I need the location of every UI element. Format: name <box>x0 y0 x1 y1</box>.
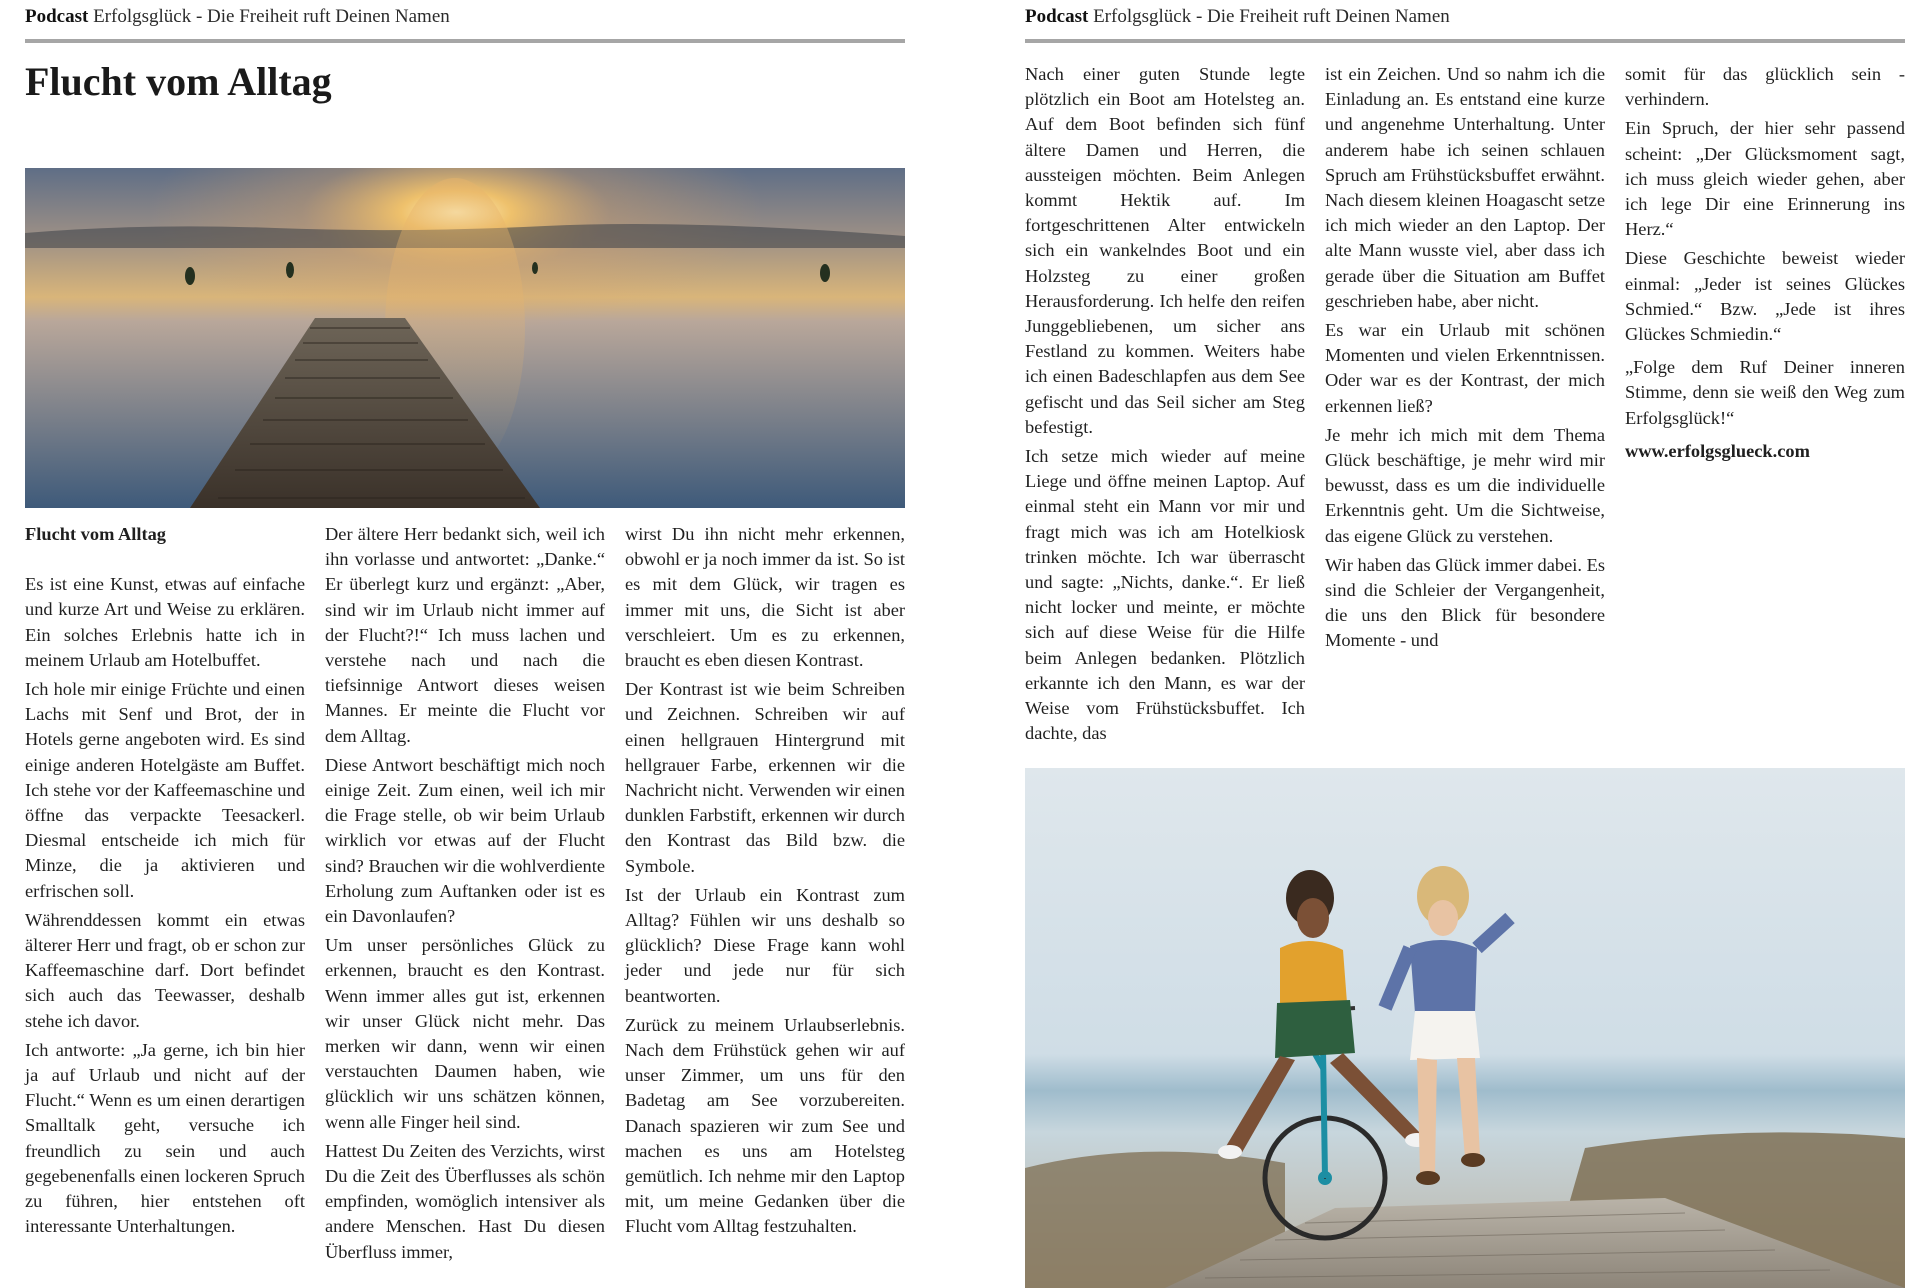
header-rule <box>25 39 905 43</box>
paragraph: Diese Antwort beschäftigt mich noch einige Zeit. Zum einen, weil ich mir die Frage stelle, ob wir beim Urlaub wirklich vor etwas auf der Flucht sind? Brauchen wir die wohlverdiente Erholung zum Auftanken oder ist es ein Davonlaufen? <box>325 754 605 927</box>
paragraph: Je mehr ich mich mit dem Thema Glück beschäftige, je mehr wird mir bewusst, dass es um die individuelle Erkenntnis geht. Um die Sichtweise, das eigene Glück zu verstehen. <box>1325 424 1605 546</box>
running-head-podcast: Podcast <box>1025 6 1089 27</box>
paragraph: Der Kontrast ist wie beim Schreiben und Zeichnen. Schreiben wir auf einen hellgrauen Hintergrund mit hellgrauer Farbe, erkennen wir die Nachricht nicht. Verwenden wir einen dunklen Farbstift, erkennen wir durch den Kontrast das Bild bzw. die Symbole. <box>625 679 905 876</box>
paragraph: Ich setze mich wieder auf meine Liege und öffne meinen Laptop. Auf einmal steht ein Mann vor mir und fragt mich was ich am Hotelkiosk trinken möchte. Ich war überrascht und sagte: „Nichts, danke.“. Er ließ nicht locker und meinte, er möchte sich auf diese Weise für die Hilfe beim Anlegen bedanken. Plötzlich erkannte ich den Mann, es war der Weise vom Frühstücksbuffet. Ich dachte, das <box>1025 446 1305 744</box>
right-page <box>1025 0 1905 1288</box>
paragraph: Zurück zu meinem Urlaubserlebnis. Nach dem Frühstück gehen wir auf unser Zimmer, um uns für den Badetag am See vorzubereiten. Danach spazieren wir zum See und machen es uns am Hotelsteg gemütlich. Ich nehme mir den Laptop mit, um meine Gedanken über die Flucht vom Alltag festzuhalten. <box>625 1014 905 1237</box>
right-column-2 <box>1325 62 1605 658</box>
left-column-2 <box>325 522 605 1269</box>
right-column-3 <box>1625 62 1905 468</box>
lake-jetty-photo <box>25 168 905 508</box>
running-head-title: Erfolgsglück - Die Freiheit ruft Deinen Namen <box>88 6 450 27</box>
beach-bicycle-photo <box>1025 768 1905 1288</box>
running-head <box>25 5 905 29</box>
paragraph: Um unser persönliches Glück zu erkennen, braucht es den Kontrast. Wenn immer alles gut ist, erkennen wir unser Glück nicht mehr. Das merken wir dann, wenn wir einen verstauchten Daumen haben, wie glücklich wir uns schätzen können, wenn alle Finger heil sind. <box>325 935 605 1132</box>
left-column-3 <box>625 522 905 1244</box>
paragraph: Ich antworte: „Ja gerne, ich bin hier ja auf Urlaub und nicht auf der Flucht.“ Wenn es um einen derartigen Smalltalk geht, versuche ich freundlich zu sein und auch gegebenenfalls einen lockeren Spruch zu führen, hier entstehen oft interessante Unterhaltungen. <box>25 1039 305 1237</box>
paragraph: Wir haben das Glück immer dabei. Es sind die Schleier der Vergangenheit, die uns den Blick für besondere Momente - und <box>1325 554 1605 651</box>
running-head <box>1025 5 1905 29</box>
paragraph: Diese Geschichte beweist wieder einmal: „Jeder ist seines Glückes Schmied.“ Bzw. „Jede ist ihres Glückes Schmiedin.“ <box>1625 248 1905 345</box>
header-rule <box>1025 39 1905 43</box>
paragraph: Es war ein Urlaub mit schönen Momenten und vielen Erkenntnissen. Oder war es der Kontrast, der mich erkennen ließ? <box>1325 320 1605 416</box>
article-title: Flucht vom Alltag <box>25 59 332 104</box>
running-head-podcast: Podcast <box>25 6 89 27</box>
quote: „Folge dem Ruf Deiner inneren Stimme, denn sie weiß den Weg zum Erfolgsglück!“ <box>1625 357 1905 428</box>
paragraph: Der ältere Herr bedankt sich, weil ich ihn vorlasse und antwortet: „Danke.“ Er überlegt kurz und ergänzt: „Aber, sind wir im Urlaub nicht immer auf der Flucht?!“ Ich muss lachen und verstehe nach und nach die tiefsinnige Antwort dieses weisen Mannes. Er meinte die Flucht vor dem Alltag. <box>325 524 605 746</box>
paragraph: somit für das glücklich sein - verhindern. <box>1625 64 1905 110</box>
paragraph: Ist der Urlaub ein Kontrast zum Alltag? Fühlen wir uns deshalb so glücklich? Diese Frage kann wohl jeder und jede nur für sich beantworten. <box>625 884 905 1006</box>
paragraph: Ich hole mir einige Früchte und einen Lachs mit Senf und Brot, der in Hotels gerne angeboten wird. Es sind einige anderen Hotelgäste am Buffet. Ich stehe vor der Kaffeemaschine und öffne das verpackte Teesackerl. Diesmal entscheide ich mich für Minze, die ja aktivieren und erfrischen soll. <box>25 679 305 901</box>
paragraph: Währenddessen kommt ein etwas älterer Herr und fragt, ob er schon zur Kaffeemaschine darf. Dort befindet sich auch das Teewasser, deshalb stehe ich davor. <box>25 909 305 1031</box>
website-link[interactable]: www.erfolgsglueck.com <box>1625 440 1810 461</box>
paragraph: wirst Du ihn nicht mehr erkennen, obwohl er ja noch immer da ist. So ist es mit dem Glück, wir tragen es immer mit uns, die Sicht ist aber verschleiert. Um es zu erkennen, braucht es eben diesen Kontrast. <box>625 524 905 671</box>
running-head-title: Erfolgsglück - Die Freiheit ruft Deinen Namen <box>1088 6 1450 27</box>
paragraph: ist ein Zeichen. Und so nahm ich die Einladung an. Es entstand eine kurze und angenehme Unterhaltung. Unter anderem habe ich seinen schlauen Spruch am Frühstücksbuffet erwähnt. Nach diesem kleinen Hoagascht setze ich mich wieder an den Laptop. Der alte Mann wusste viel, aber dass ich gerade über die Situation am Buffet geschrieben habe, aber nicht. <box>1325 64 1605 311</box>
paragraph: Ein Spruch, der hier sehr passend scheint: „Der Glücksmoment sagt, ich muss gleich wieder gehen, aber ich lege Dir eine Erinnerung ins Herz.“ <box>1625 118 1905 240</box>
right-column-1 <box>1025 62 1305 750</box>
left-page <box>25 0 905 1288</box>
paragraph: Es ist eine Kunst, etwas auf einfache und kurze Art und Weise zu erklären. Ein solches Erlebnis hatte ich in meinem Urlaub am Hotelbuffet. <box>25 574 305 670</box>
left-column-1 <box>25 522 305 1243</box>
section-subtitle: Flucht vom Alltag <box>25 524 166 544</box>
paragraph: Nach einer guten Stunde legte plötzlich ein Boot am Hotelsteg an. Auf dem Boot befinden sich fünf ältere Damen und Herren, die aussteigen möchten. Beim Anlegen kommt Hektik auf. Im fortgeschrittenen Alter entwickeln sich ein wankelndes Boot und ein Holzsteg zu einer großen Herausforderung. Ich helfe den reifen Junggebliebenen, um sicher ans Festland zu kommen. Weiters habe ich einen Badeschlapfen aus dem See gefischt und das Seil sicher am Steg befestigt. <box>1025 64 1305 437</box>
paragraph: Hattest Du Zeiten des Verzichts, wirst Du die Zeit des Überflusses als schön empfinden, womöglich intensiver als andere Menschen. Hast Du diesen Überfluss immer, <box>325 1140 605 1262</box>
